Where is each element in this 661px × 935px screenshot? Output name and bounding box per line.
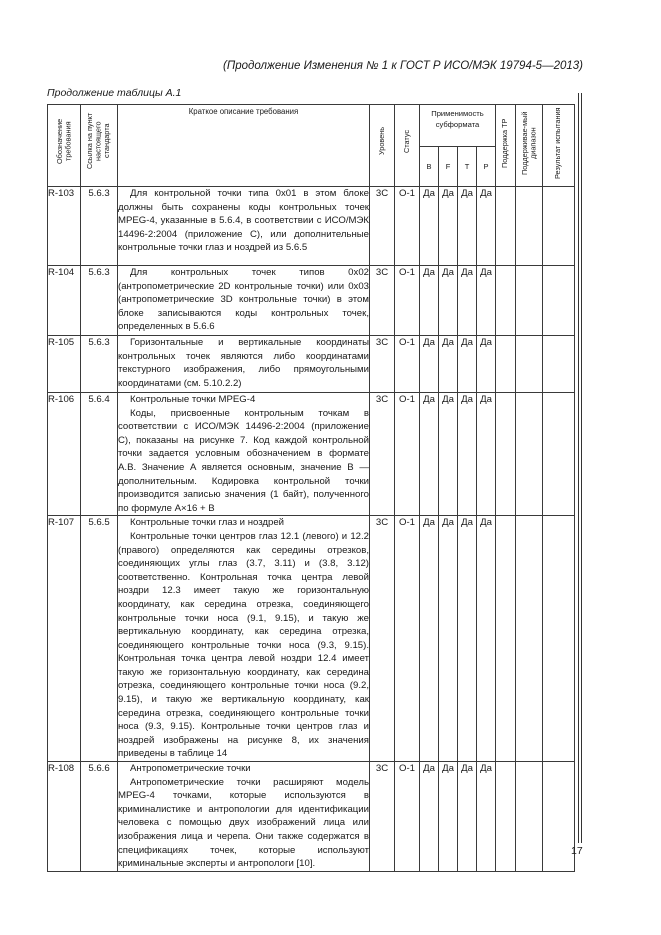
row-subformat-p: Да	[477, 516, 496, 762]
header-designation: Обозначение требования	[48, 105, 81, 187]
row-test-result	[543, 266, 575, 336]
row-subformat-t: Да	[458, 336, 477, 393]
row-subformat-b: Да	[420, 516, 439, 762]
row-subformat-b: Да	[420, 266, 439, 336]
row-subformat-b: Да	[420, 187, 439, 266]
row-description	[118, 187, 370, 266]
row-status: О-1	[395, 762, 420, 872]
row-subformat-f: Да	[439, 187, 458, 266]
description-paragraph: Контрольные точки MPEG-4	[130, 394, 256, 405]
row-level: 3С	[370, 187, 395, 266]
header-applicability: Применимость субформата	[420, 105, 496, 147]
row-status: О-1	[395, 393, 420, 516]
row-designation: R-103	[48, 187, 81, 266]
row-tr-support	[496, 266, 516, 336]
description-paragraph: Коды, присвоенные контрольным точкам в соответствии с ИСО/МЭК 14496-2:2004 (приложение С), показаны на рисунке 7. Код каждой контрольной точки задается условным обозначением в формате A.B. Значение A является основным, значение B — дополнительным. Кодировка контрольной точки производится записью значения (1 байт), полученного по формуле A×16 + B	[118, 407, 369, 514]
row-subformat-b: Да	[420, 393, 439, 516]
row-test-result	[543, 762, 575, 872]
row-subformat-p: Да	[477, 266, 496, 336]
row-designation: R-107	[48, 516, 81, 762]
row-subformat-p: Да	[477, 336, 496, 393]
description-paragraph: Контрольные точки центров глаз 12.1 (левого) и 12.2 (правого) определяются как середины отрезков, соединяющих углы глаз (3.7, 3.11) и (3.8, 3.12) соответственно. Контрольная точка центра левой ноздри 12.3 имеет такую же горизонтальную координату, как середина отрезка, соединяющего контрольные точки носа (9.1, 9.15), и такую же вертикальную координату, как середина отрезка, соединяющего контрольные точки носа (9.3, 9.15). Контрольная точка центра левой ноздри 12.4 имеет такую же горизонтальную координату, как середина отрезка, соединяющего контрольные точки носа (9.2, 9.15), и такую же вертикальную координату, как середина отрезка, соединяющего контрольные точки носа (9.3, 9.15). Контрольные точки центров глаз и ноздрей изображены на рисунке 8, их значения приведены в таблице 14	[118, 530, 369, 760]
header-tr-support: Поддержка ТР	[496, 105, 516, 187]
row-tr-support	[496, 393, 516, 516]
row-status: О-1	[395, 336, 420, 393]
row-description	[118, 393, 370, 516]
row-designation: R-104	[48, 266, 81, 336]
row-status: О-1	[395, 266, 420, 336]
header-subformat-p: P	[477, 147, 496, 187]
row-supported-range	[516, 762, 543, 872]
row-supported-range	[516, 266, 543, 336]
row-subformat-f: Да	[439, 393, 458, 516]
row-test-result	[543, 187, 575, 266]
row-reference: 5.6.3	[81, 336, 118, 393]
row-subformat-t: Да	[458, 516, 477, 762]
row-subformat-t: Да	[458, 393, 477, 516]
description-paragraph: Антропометрические точки расширяют модель MPEG-4 точками, которые используются в криминалистике и антропологии для идентификации человека с помощью двух изображений лица или изображения лица и черепа. Они также содержатся в спецификациях точек, которые используют криминальные эксперты и антропологи [10].	[118, 776, 369, 870]
header-status: Статус	[395, 105, 420, 187]
row-subformat-b: Да	[420, 336, 439, 393]
header-description: Краткое описание требования	[118, 105, 370, 187]
row-subformat-p: Да	[477, 393, 496, 516]
margin-rule	[581, 93, 582, 843]
header-reference: Ссылка на пункт настоящего стандарта	[81, 105, 118, 187]
table-row	[48, 762, 575, 872]
row-status: О-1	[395, 516, 420, 762]
row-description	[118, 266, 370, 336]
table-body	[48, 187, 575, 872]
row-subformat-f: Да	[439, 762, 458, 872]
row-designation: R-106	[48, 393, 81, 516]
row-subformat-f: Да	[439, 516, 458, 762]
row-test-result	[543, 393, 575, 516]
row-subformat-t: Да	[458, 762, 477, 872]
row-subformat-t: Да	[458, 266, 477, 336]
description-paragraph: Горизонтальные и вертикальные координаты контрольных точек являются либо координатами текстурного изображения, либо прямоугольными координатами (см. 5.10.2.2)	[118, 337, 369, 389]
header-subformat-f: F	[439, 147, 458, 187]
row-reference: 5.6.4	[81, 393, 118, 516]
description-paragraph: Для контрольных точек типов 0x02 (антропометрические 2D контрольные точки) или 0x03 (антропометрические 3D контрольные точки) в этом блоке записываются коды контрольных точек, определенных в 5.6.6	[118, 267, 369, 333]
row-description	[118, 516, 370, 762]
row-supported-range	[516, 336, 543, 393]
table-row	[48, 336, 575, 393]
description-paragraph: Антропометрические точки	[130, 763, 251, 775]
row-level: 3С	[370, 516, 395, 762]
row-reference: 5.6.3	[81, 266, 118, 336]
table-row	[48, 516, 575, 762]
row-tr-support	[496, 762, 516, 872]
row-status: О-1	[395, 187, 420, 266]
header-test-result: Результат испытания	[543, 105, 575, 187]
header-subformat-b: B	[420, 147, 439, 187]
row-level: 3С	[370, 336, 395, 393]
description-paragraph: Для контрольной точки типа 0x01 в этом блоке должны быть сохранены коды контрольных точек MPEG-4, указанные в 5.6.4, в соответствии с ИСО/МЭК 14496-2:2004 (приложение С), или дополнительные контрольные точки глаз и ноздрей из 5.6.5	[118, 188, 369, 254]
row-description	[118, 336, 370, 393]
row-level: 3С	[370, 266, 395, 336]
row-tr-support	[496, 187, 516, 266]
row-reference: 5.6.5	[81, 516, 118, 762]
row-designation: R-108	[48, 762, 81, 872]
page-number: 17	[571, 845, 583, 857]
row-subformat-b: Да	[420, 762, 439, 872]
table-row	[48, 187, 575, 266]
row-subformat-f: Да	[439, 266, 458, 336]
header-supported-range: Поддерживае-мый диапазон	[516, 105, 543, 187]
requirements-table	[47, 104, 575, 872]
row-reference: 5.6.3	[81, 187, 118, 266]
table-row	[48, 393, 575, 516]
page-header: (Продолжение Изменения № 1 к ГОСТ Р ИСО/МЭК 19794-5—2013)	[223, 60, 583, 72]
row-reference: 5.6.6	[81, 762, 118, 872]
row-description	[118, 762, 370, 872]
row-test-result	[543, 336, 575, 393]
row-subformat-p: Да	[477, 762, 496, 872]
row-test-result	[543, 516, 575, 762]
row-tr-support	[496, 516, 516, 762]
row-subformat-p: Да	[477, 187, 496, 266]
margin-rule	[578, 93, 579, 843]
row-supported-range	[516, 516, 543, 762]
row-subformat-f: Да	[439, 336, 458, 393]
description-paragraph: Контрольные точки глаз и ноздрей	[130, 517, 285, 529]
row-level: 3С	[370, 762, 395, 872]
table-row	[48, 266, 575, 336]
row-level: 3С	[370, 393, 395, 516]
row-subformat-t: Да	[458, 187, 477, 266]
row-supported-range	[516, 393, 543, 516]
table-caption: Продолжение таблицы А.1	[47, 87, 182, 99]
header-subformat-t: T	[458, 147, 477, 187]
row-designation: R-105	[48, 336, 81, 393]
row-supported-range	[516, 187, 543, 266]
row-tr-support	[496, 336, 516, 393]
header-level: Уровень	[370, 105, 395, 187]
